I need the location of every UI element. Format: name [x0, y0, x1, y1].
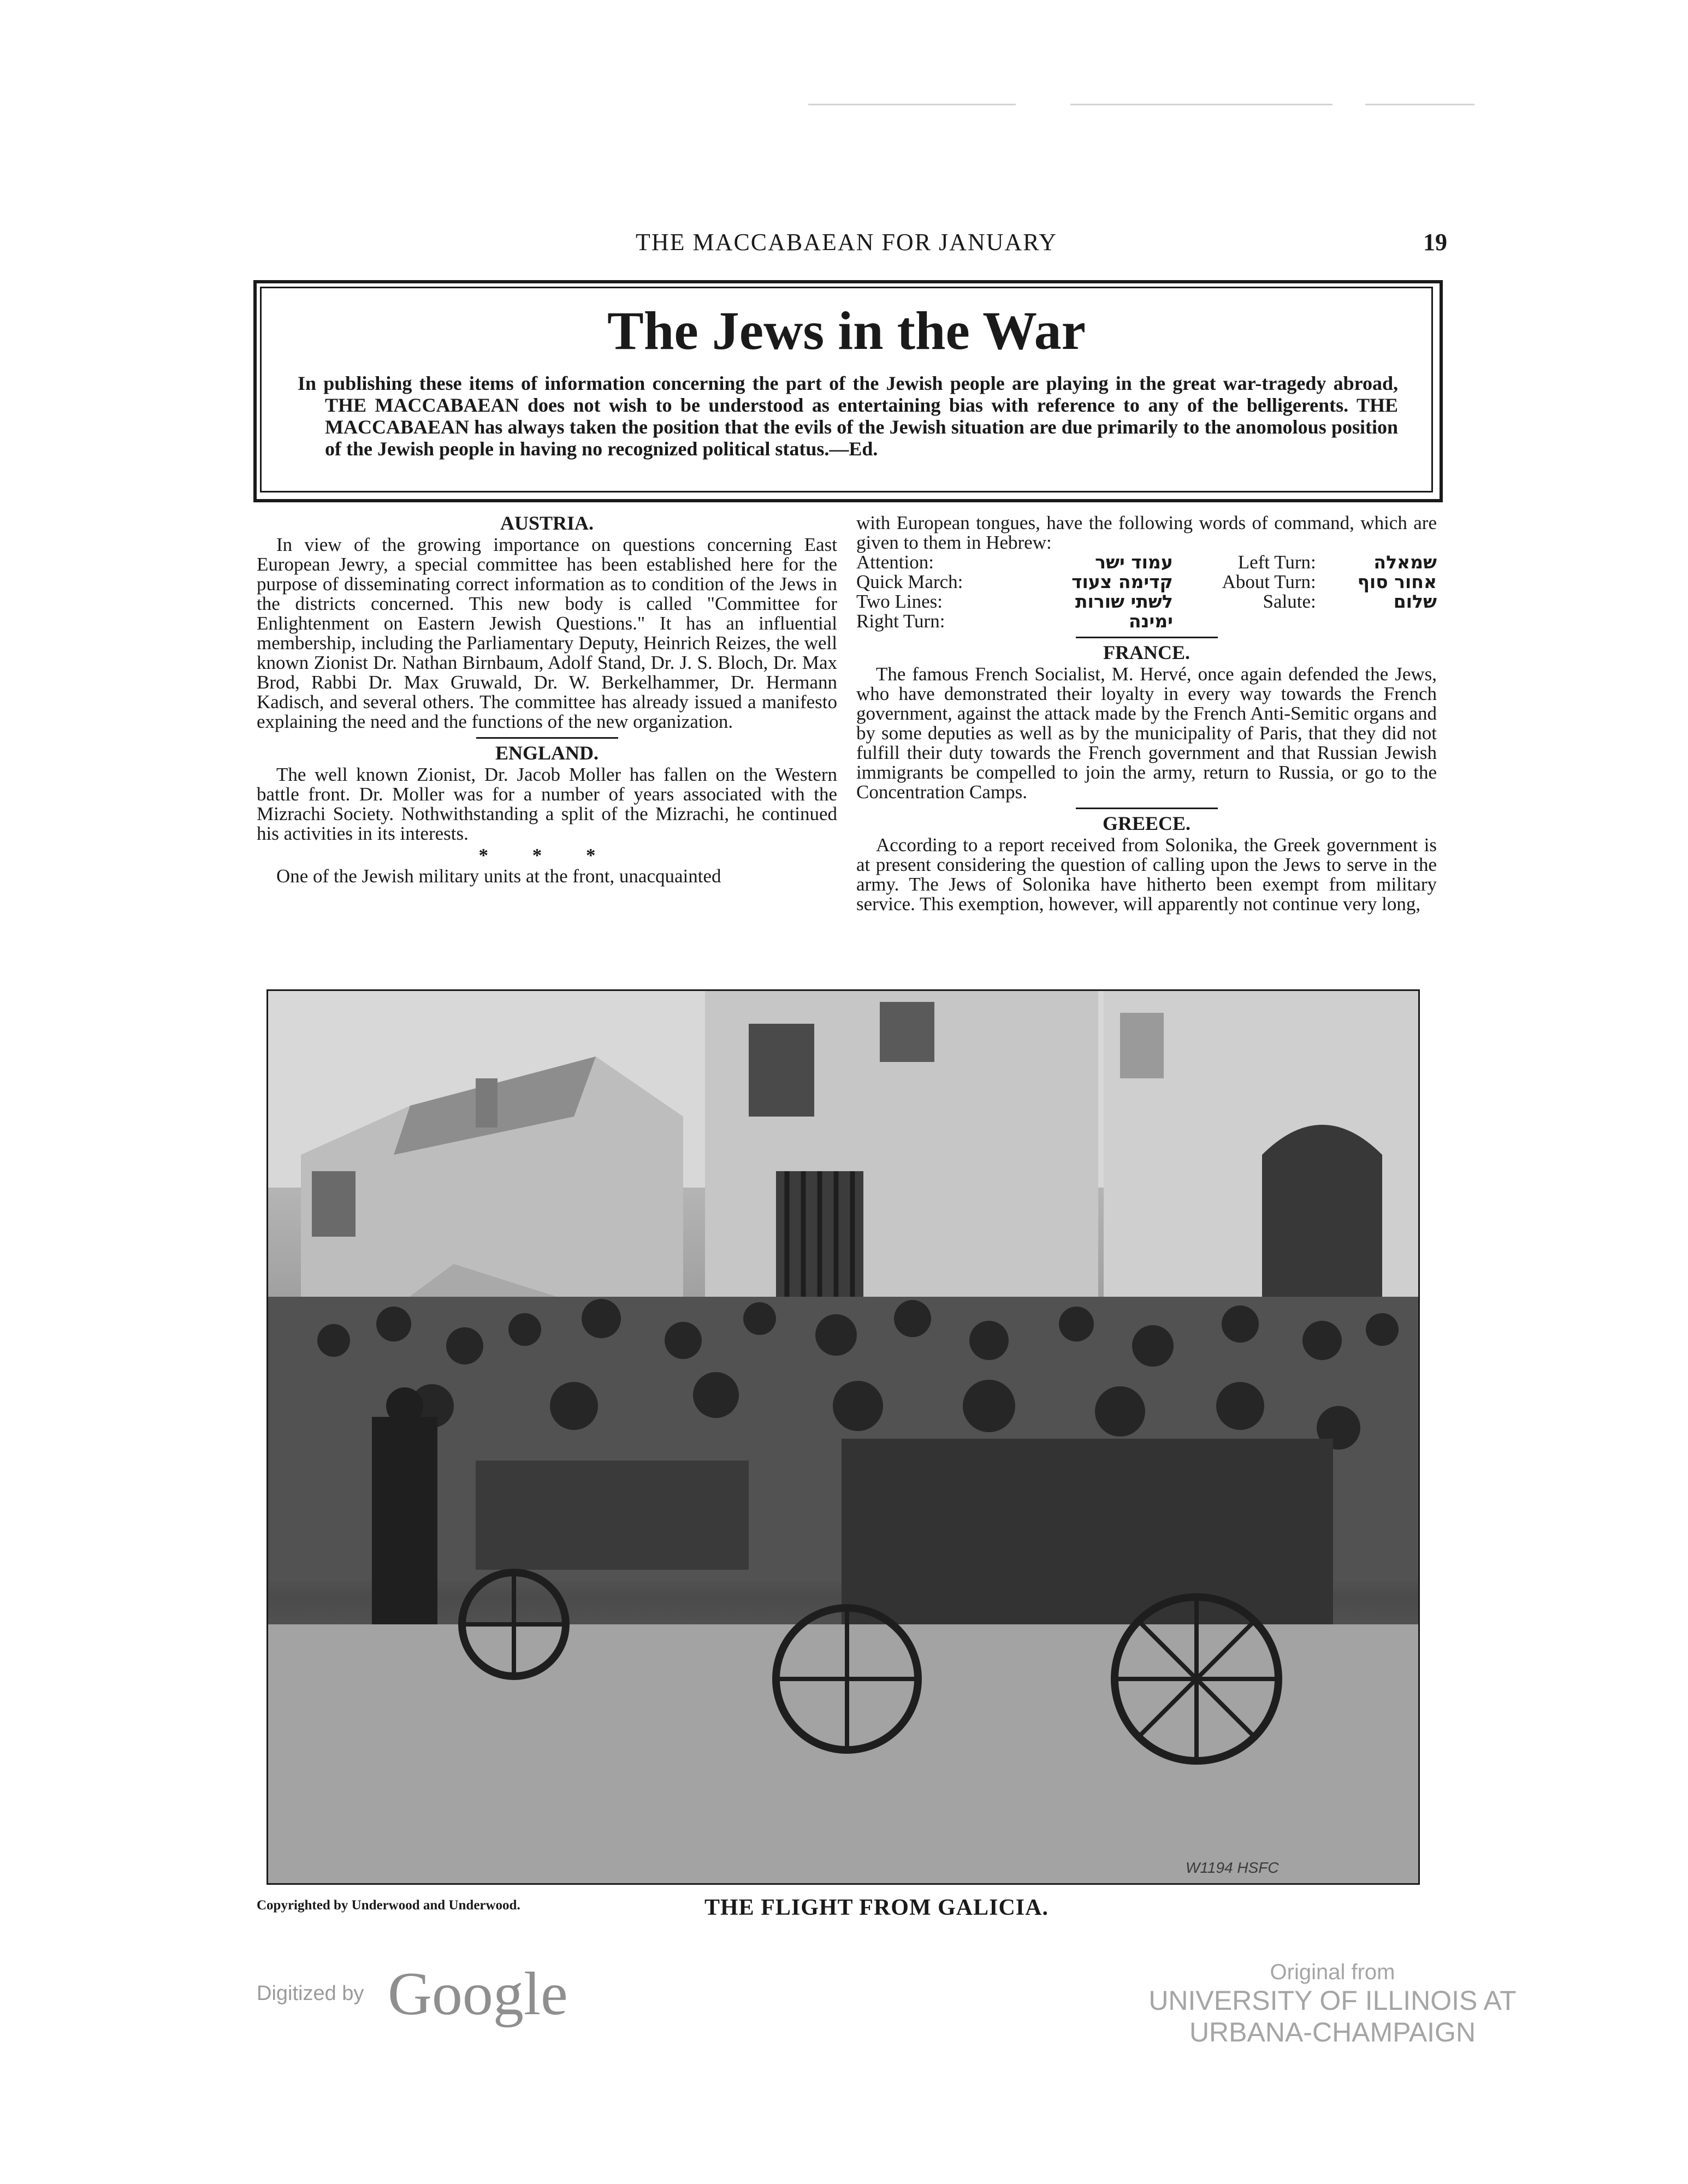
- command-hebrew: שלום: [1393, 591, 1437, 612]
- running-head: THE MACCABAEAN FOR JANUARY: [636, 229, 1057, 256]
- section-heading-austria: AUSTRIA.: [500, 512, 594, 534]
- command-row: [856, 572, 1437, 592]
- top-decorative-rule: [1365, 104, 1474, 105]
- editor-note: In publishing these items of information concerning the part of the Jewish people are playing in the great war-tragedy abroad, THE MACCABAEAN does not wish to be understood as entertaining bias with reference to any of the belligerents. THE MACCABAEAN has always taken the position that the evils of the Jewish situation are due primarily to the anomolous position of the Jewish people in having no recognized political status.—Ed.: [298, 372, 1398, 460]
- command-label: About Turn:: [1222, 571, 1316, 592]
- original-from-label: Original from: [1270, 1960, 1395, 1984]
- command-hebrew: קדימה צעוד: [1071, 571, 1173, 592]
- hebrew-commands-table: [856, 553, 1437, 631]
- right-column: [856, 513, 1437, 914]
- top-decorative-rule: [808, 104, 1016, 105]
- google-logo-text: Google: [388, 1960, 568, 2028]
- england-paragraph-2: One of the Jewish military units at the front, unacquainted: [276, 865, 721, 887]
- university-line-2: URBANA-CHAMPAIGN: [1189, 2017, 1476, 2048]
- command-hebrew: ימינה: [1128, 610, 1173, 632]
- section-divider: [1076, 637, 1218, 638]
- command-label: [1173, 612, 1316, 631]
- section-divider: [476, 737, 618, 739]
- photograph-flight-from-galicia: [266, 989, 1420, 1885]
- command-label: Quick March:: [856, 571, 963, 592]
- left-column: [257, 513, 837, 886]
- original-from-stamp: [1059, 1960, 1606, 2048]
- command-hebrew: לשתי שורות: [1075, 591, 1173, 612]
- command-label: Two Lines:: [856, 591, 943, 612]
- austria-paragraph: In view of the growing importance on questions concerning East European Jewry, a special committee has been established here for the purpose of disseminating correct information as to condition of the Jews in the districts concerned. This new body is called "Committee for Enlightenment on Eastern Jewish Questions." It has an influential membership, including the Parliamentary Deputy, Heinrich Reizes, the well known Zionist Dr. Nathan Birnbaum, Adolf Stand, Dr. J. S. Bloch, Dr. Max Brod, Rabbi Dr. Max Gruwald, Dr. W. Berkelhammer, Dr. Hermann Kadisch, and several others. The committee has already issued a manifesto explaining the need and the functions of the new organization.: [257, 534, 837, 732]
- england-paragraph: The well known Zionist, Dr. Jacob Moller has fallen on the Western battle front. Dr. Moller was for a number of years associated with the Mizrachi Society. Nothwithstanding a split of the Mizrachi, he continued his activities in its interests.: [257, 764, 837, 844]
- command-label: Attention:: [856, 551, 934, 573]
- photo-credit: Copyrighted by Underwood and Underwood.: [257, 1898, 520, 1913]
- page-number: 19: [1423, 229, 1447, 256]
- command-hebrew: [1316, 612, 1437, 631]
- command-label: Right Turn:: [856, 610, 945, 632]
- france-paragraph: The famous French Socialist, M. Hervé, once again defended the Jews, who have demonstrated their loyalty in every way towards the French government, against the attack made by the French Anti-Semitic organs and by some deputies as well as by the municipality of Paris, that they did not fulfill their duty towards the French government and that Russian Jewish immigrants be compelled to join the army, return to Russia, or go to the Concentration Camps.: [856, 663, 1437, 803]
- digitized-by-google-stamp: [257, 1959, 595, 2028]
- university-line-1: UNIVERSITY OF ILLINOIS AT: [1148, 1985, 1517, 2016]
- top-decorative-rule: [1070, 104, 1332, 105]
- section-heading-england: ENGLAND.: [495, 742, 599, 764]
- command-hebrew: שמאלה: [1373, 551, 1437, 573]
- command-row: [856, 553, 1437, 572]
- command-label: Salute:: [1263, 591, 1316, 612]
- digitized-by-label: Digitized by: [257, 1982, 364, 2005]
- greece-paragraph: According to a report received from Solonika, the Greek government is at present considering the question of calling upon the Jews to serve in the army. The Jews of Solonika have hitherto been exempt from military service. This exemption, however, will apparently not continue very long,: [856, 834, 1437, 915]
- section-heading-greece: GREECE.: [1102, 812, 1191, 834]
- section-divider: [1076, 808, 1218, 809]
- england-paragraph-2-continued: with European tongues, have the following words of command, which are given to them in Hebrew:: [856, 512, 1437, 553]
- command-hebrew: אחור סוף: [1357, 571, 1437, 592]
- command-row: [856, 592, 1437, 612]
- plate-mark: W1194 HSFC: [1186, 1859, 1279, 1876]
- asterism-separator: * * *: [478, 845, 615, 866]
- photograph-illustration: [268, 991, 1418, 1883]
- command-row: [856, 612, 1437, 631]
- section-heading-france: FRANCE.: [1103, 642, 1190, 663]
- command-hebrew: עמוד ישר: [1095, 551, 1173, 573]
- article-title: The Jews in the War: [607, 300, 1086, 361]
- command-label: Left Turn:: [1237, 551, 1316, 573]
- photo-caption: THE FLIGHT FROM GALICIA.: [704, 1895, 1049, 1920]
